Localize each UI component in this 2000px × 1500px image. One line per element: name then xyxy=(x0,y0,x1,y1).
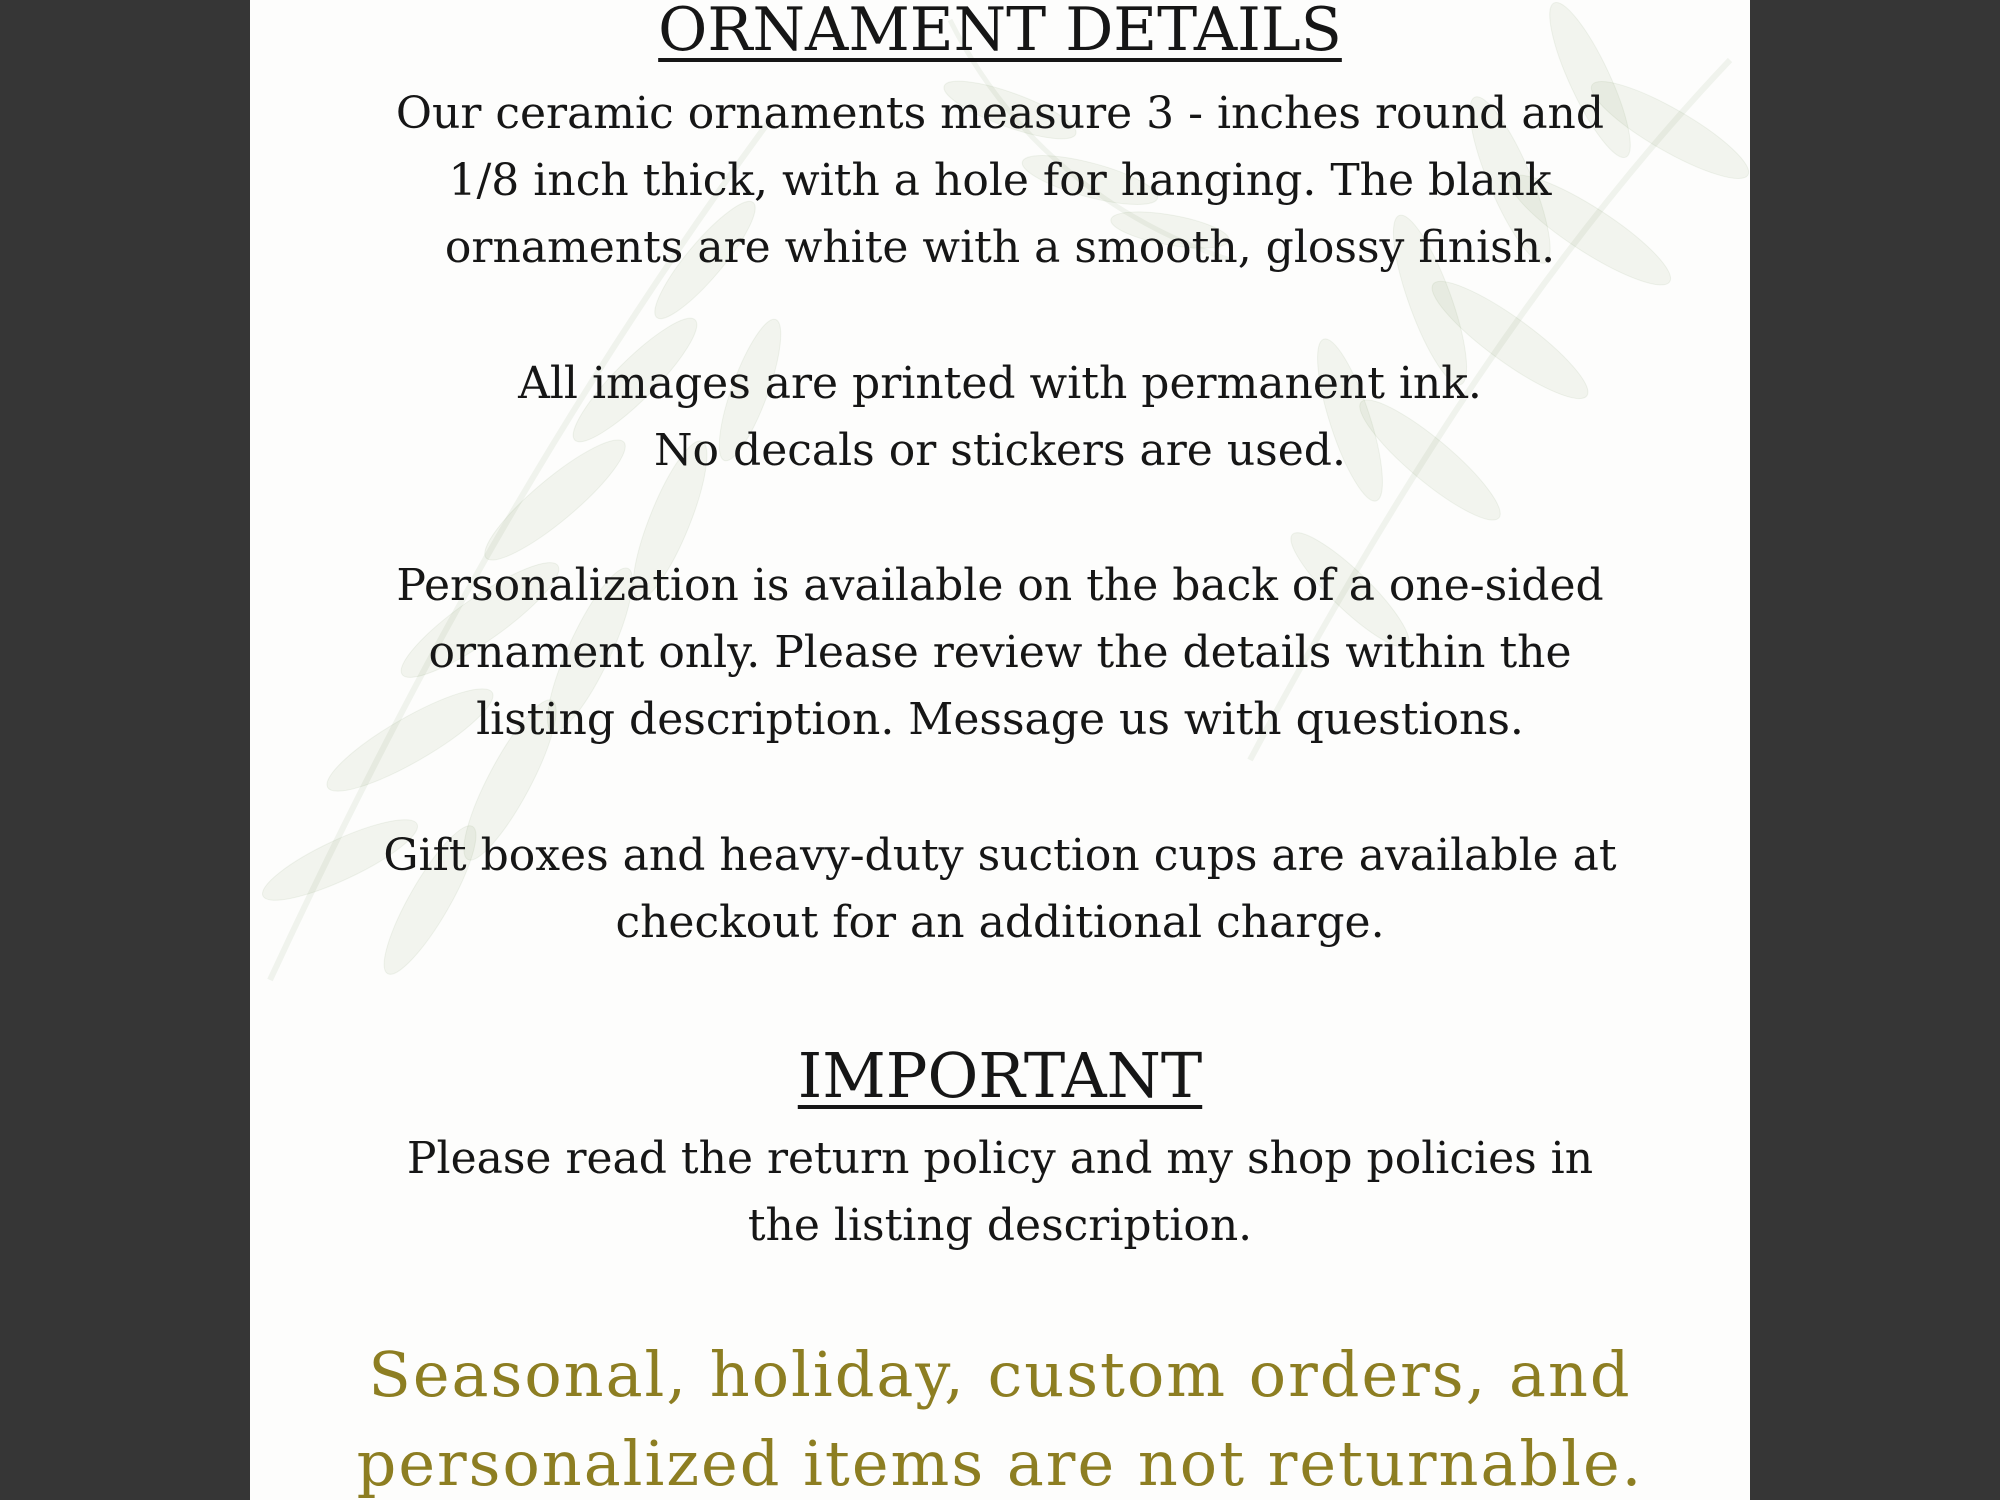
section-heading-important: IMPORTANT xyxy=(797,1039,1203,1112)
callout-line: Seasonal, holiday, custom orders, and xyxy=(368,1338,1632,1411)
text-line: All images are printed with permanent ink. xyxy=(518,358,1482,409)
text-line: No decals or stickers are used. xyxy=(654,425,1346,476)
card-content xyxy=(250,0,1750,1500)
personalization-paragraph xyxy=(250,552,1750,753)
section-heading-ornament-details: ORNAMENT DETAILS xyxy=(658,0,1342,65)
text-line: 1/8 inch thick, with a hole for hanging. The blank xyxy=(448,155,1552,206)
gift-box-paragraph xyxy=(250,822,1750,956)
info-card xyxy=(250,0,1750,1500)
printing-paragraph xyxy=(250,350,1750,484)
text-line: Please read the return policy and my shop policies in xyxy=(406,1133,1594,1184)
text-line: Our ceramic ornaments measure 3 - inches round and xyxy=(395,88,1605,139)
ornament-size-paragraph xyxy=(250,80,1750,281)
callout-line: personalized items are not returnable. xyxy=(356,1427,1644,1500)
text-line: ornament only. Please review the details within the xyxy=(428,627,1572,678)
text-line: listing description. Message us with questions. xyxy=(476,694,1524,745)
text-line: checkout for an additional charge. xyxy=(615,897,1385,948)
text-line: the listing description. xyxy=(747,1200,1253,1251)
non-returnable-notice xyxy=(250,1330,1750,1500)
text-line: ornaments are white with a smooth, glossy finish. xyxy=(444,222,1556,273)
text-line: Personalization is available on the back of a one-sided xyxy=(396,560,1604,611)
text-line: Gift boxes and heavy-duty suction cups are available at xyxy=(383,830,1617,881)
return-policy-paragraph xyxy=(250,1125,1750,1259)
